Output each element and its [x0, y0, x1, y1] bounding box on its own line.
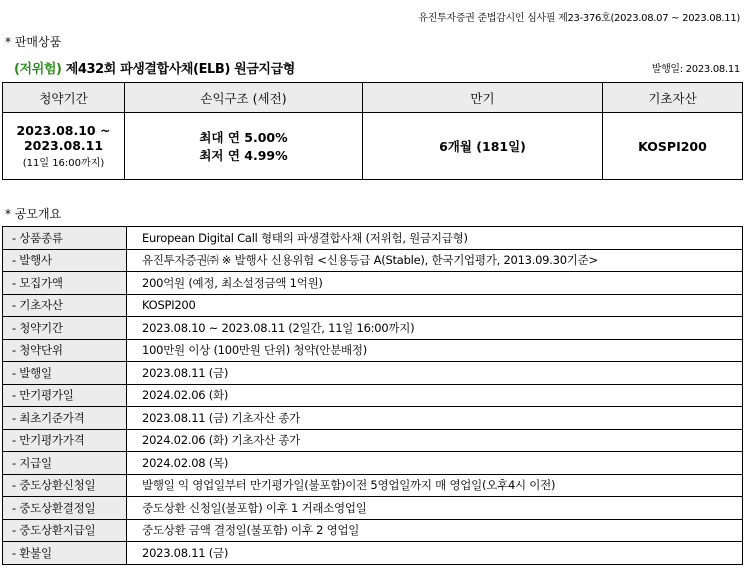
subscription-end: 2023.08.11	[23, 138, 104, 153]
row-label: - 청약단위	[3, 339, 127, 362]
row-value: 2023.08.11 (금)	[127, 542, 743, 565]
row-value: 2023.08.11 (금)	[127, 362, 743, 385]
header-return-structure: 손익구조 (세전)	[125, 83, 363, 113]
row-value: 2024.02.06 (화) 기초자산 종가	[127, 429, 743, 452]
row-label: - 중도상환결정일	[3, 497, 127, 520]
row-value: 2024.02.06 (화)	[127, 384, 743, 407]
table-row	[3, 497, 743, 520]
row-label: - 만기평가가격	[3, 429, 127, 452]
table-row	[3, 429, 743, 452]
table-row	[3, 407, 743, 430]
row-label: - 중도상환신청일	[3, 474, 127, 497]
row-value: 2024.02.08 (목)	[127, 452, 743, 475]
summary-value-row	[3, 113, 743, 180]
table-row	[3, 384, 743, 407]
offering-overview-table	[2, 226, 743, 565]
row-label: - 만기평가일	[3, 384, 127, 407]
row-value: 유진투자증권㈜ ※ 발행사 신용위험 <신용등급 A(Stable), 한국기업평가, 2013.09.30기준>	[127, 249, 743, 272]
row-label: - 발행사	[3, 249, 127, 272]
review-approval-note: 유진투자증권 준법감시인 심사필 제23-376호(2023.08.07 ~ 2023.08.11)	[418, 13, 740, 24]
row-value: 발행일 익 영업일부터 만기평가일(불포함)이전 5영업일까지 매 영업일(오후4시 이전)	[127, 474, 743, 497]
row-label: - 환불일	[3, 542, 127, 565]
row-label: - 모집가액	[3, 272, 127, 295]
row-value: European Digital Call 형태의 파생결합사채 (저위험, 원금지급형)	[127, 227, 743, 250]
risk-tag: (저위험)	[14, 62, 62, 77]
subscription-start: 2023.08.10 ~	[16, 123, 111, 138]
table-row	[3, 339, 743, 362]
maturity-cell: 6개월 (181일)	[363, 113, 603, 180]
row-label: - 중도상환지급일	[3, 519, 127, 542]
section-heading-product: * 판매상품	[5, 35, 62, 49]
return-structure-cell	[125, 113, 363, 180]
header-subscription-period: 청약기간	[3, 83, 125, 113]
table-row	[3, 294, 743, 317]
table-row	[3, 474, 743, 497]
return-min: 최저 연 4.99%	[199, 148, 288, 163]
table-row	[3, 272, 743, 295]
table-row	[3, 362, 743, 385]
table-row	[3, 519, 743, 542]
row-value: KOSPI200	[127, 294, 743, 317]
product-title-row	[14, 58, 740, 78]
row-value: 2023.08.10 ~ 2023.08.11 (2일간, 11일 16:00까지)	[127, 317, 743, 340]
product-title	[14, 62, 295, 77]
issue-date: 발행일: 2023.08.11	[651, 64, 740, 75]
header-underlying: 기초자산	[603, 83, 743, 113]
return-max: 최대 연 5.00%	[199, 130, 288, 145]
row-value: 중도상환 금액 결정일(불포함) 이후 2 영업일	[127, 519, 743, 542]
section-heading-offering: * 공모개요	[5, 207, 62, 221]
row-label: - 상품종류	[3, 227, 127, 250]
underlying-cell: KOSPI200	[603, 113, 743, 180]
summary-header-row	[3, 83, 743, 113]
product-name: 제432회 파생결합사채(ELB) 원금지급형	[65, 62, 295, 77]
header-maturity: 만기	[363, 83, 603, 113]
table-row	[3, 542, 743, 565]
table-row	[3, 317, 743, 340]
row-label: - 기초자산	[3, 294, 127, 317]
subscription-period-cell	[3, 113, 125, 180]
row-label: - 최초기준가격	[3, 407, 127, 430]
table-row	[3, 249, 743, 272]
summary-table	[2, 82, 743, 180]
subscription-deadline-note: (11일 16:00까지)	[22, 158, 105, 169]
row-value: 2023.08.11 (금) 기초자산 종가	[127, 407, 743, 430]
row-label: - 지급일	[3, 452, 127, 475]
table-row	[3, 227, 743, 250]
table-row	[3, 452, 743, 475]
row-label: - 발행일	[3, 362, 127, 385]
row-value: 100만원 이상 (100만원 단위) 청약(안분배정)	[127, 339, 743, 362]
row-value: 200억원 (예정, 최소설정금액 1억원)	[127, 272, 743, 295]
row-value: 중도상환 신청일(불포함) 이후 1 거래소영업일	[127, 497, 743, 520]
row-label: - 청약기간	[3, 317, 127, 340]
